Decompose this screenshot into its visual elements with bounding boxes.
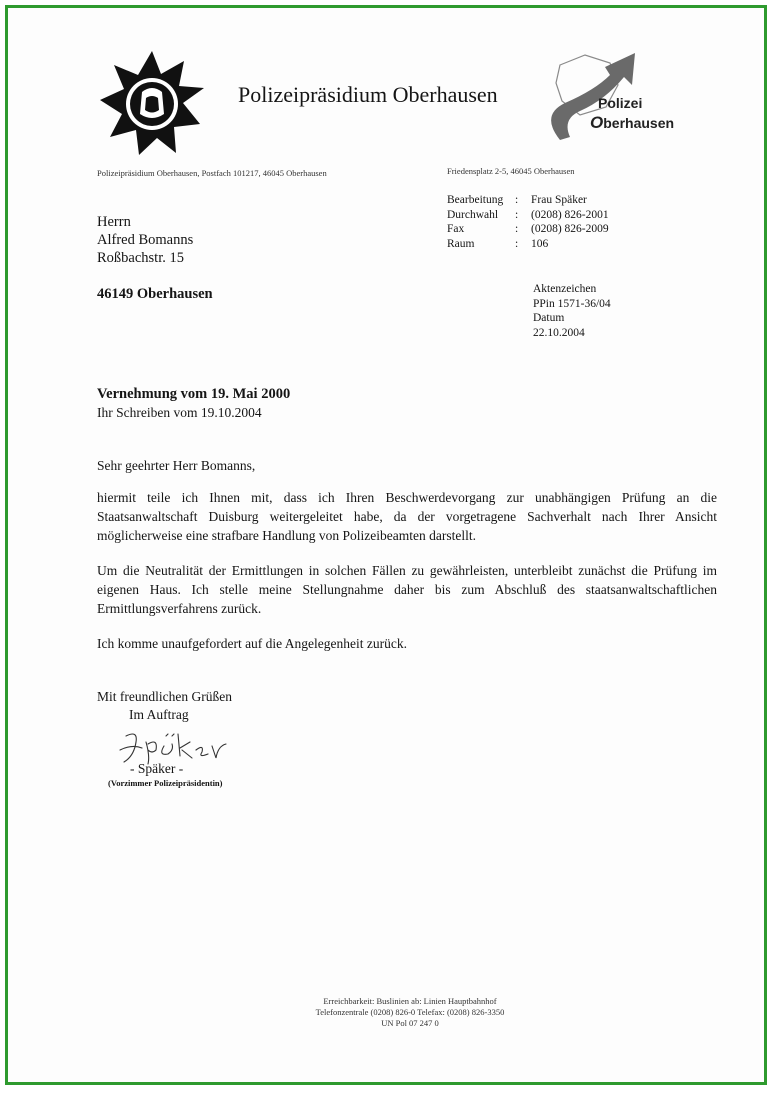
paragraph-2: Um die Neutralität der Ermittlungen in solchen Fällen zu gewährleisten, unterbleibt zunächst die Prüfung im eigenen Haus. Ich stelle meine Stellungnahme daher bis zum Abschluß des staatsanwaltschaftlichen Ermittlungsverfahrens zurück. [97, 563, 717, 616]
logo-text-polizei: Polizei [598, 95, 643, 111]
recipient-city: 46149 Oberhausen [97, 286, 213, 302]
logo-letter-o: O [590, 113, 604, 132]
footer-line-2: Telefonzentrale (0208) 826-0 Telefax: (0208) 826-3350 [315, 1007, 505, 1017]
contact-row-durchwahl: Durchwahl : (0208) 826-2001 [447, 208, 609, 221]
signer-title: (Vorzimmer Polizeipräsidentin) [108, 778, 223, 788]
contact-row-raum: Raum : 106 [447, 237, 549, 250]
recipient-salutation: Herrn [97, 214, 131, 230]
page-border [5, 5, 767, 1085]
datum-value: 22.10.2004 [533, 326, 585, 339]
office-address: Friedensplatz 2-5, 46045 Oberhausen [447, 166, 575, 176]
contact-block [447, 193, 609, 251]
footer-line-3: UN Pol 07 247 0 [381, 1018, 439, 1028]
page-title: Polizeipräsidium Oberhausen [238, 82, 498, 107]
paragraph-3: Ich komme unaufgefordert auf die Angelegenheit zurück. [97, 636, 407, 651]
logo-text-oberhausen [590, 113, 674, 133]
paragraph-1: hiermit teile ich Ihnen mit, dass ich Ihren Beschwerdevorgang zur unabhängigen Prüfung an die Staatsanwaltschaft Duisburg weitergeleitet habe, da der vorgetragene Sachverhalt nach Ihrer Ansicht möglicherweise eine strafbare Handlung von Polizeibeamten darstellt. [97, 490, 717, 543]
contact-row-bearbeitung: Bearbeitung : Frau Späker [447, 194, 587, 206]
sender-return-address: Polizeipräsidium Oberhausen, Postfach 101217, 46045 Oberhausen [97, 168, 327, 178]
recipient-street: Roßbachstr. 15 [97, 250, 184, 266]
contact-row-fax: Fax : (0208) 826-2009 [447, 223, 609, 235]
subject-line: Vernehmung vom 19. Mai 2000 [97, 386, 291, 402]
aktenzeichen-value: PPin 1571-36/04 [533, 297, 611, 310]
recipient-address [97, 213, 193, 267]
police-star-emblem-icon [98, 50, 206, 158]
footer [280, 996, 540, 1029]
recipient-name: Alfred Bomanns [97, 232, 194, 248]
logo-text-rest: berhausen [603, 115, 675, 131]
greeting: Sehr geehrter Herr Bomanns, [97, 458, 256, 473]
closing-greeting: Mit freundlichen Grüßen [97, 689, 232, 704]
subject-reference: Ihr Schreiben vom 19.10.2004 [97, 405, 262, 420]
footer-line-1: Erreichbarkeit: Buslinien ab: Linien Hauptbahnhof [323, 996, 497, 1006]
datum-label: Datum [533, 312, 565, 324]
closing-im-auftrag: Im Auftrag [129, 707, 189, 722]
aktenzeichen-label: Aktenzeichen [533, 283, 597, 295]
reference-block [533, 282, 611, 340]
signer-name: - Späker - [130, 761, 184, 776]
polizei-oberhausen-logo [540, 45, 700, 155]
